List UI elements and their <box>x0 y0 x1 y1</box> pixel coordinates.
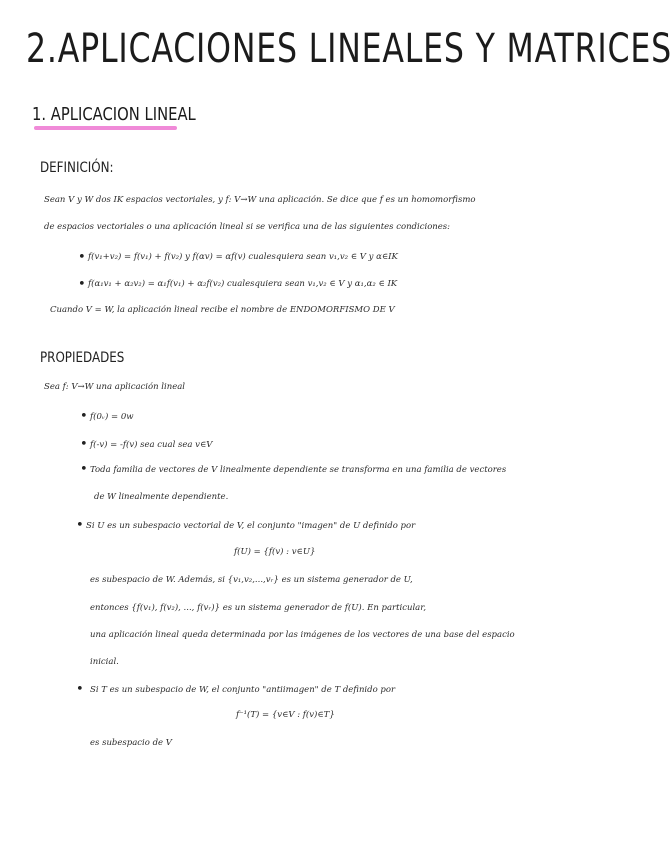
propiedades-intro: Sea f: V→W una aplicación lineal <box>44 382 186 392</box>
bullet-icon: • <box>80 409 88 424</box>
bullet-icon: • <box>76 518 84 533</box>
definicion-heading: DEFINICIÓN: <box>40 160 114 176</box>
property-2: f(-v) = -f(v) sea cual sea v∈V <box>90 440 213 450</box>
definicion-line-3: Cuando V = W, la aplicación lineal recibe el nombre de ENDOMORFISMO DE V <box>50 305 395 315</box>
property-1: f(0ᵥ) = 0w <box>90 412 134 422</box>
property-5-line-1: Si T es un subespacio de W, el conjunto "antiimagen" de T definido por <box>90 685 396 695</box>
definicion-condition-2: f(α₁v₁ + α₂v₂) = α₁f(v₁) + α₂f(v₂) cualesquiera sean v₁,v₂ ∈ V y α₁,α₂ ∈ IK <box>88 279 398 289</box>
section-heading-underline <box>34 126 177 130</box>
definicion-line-2: de espacios vectoriales o una aplicación lineal si se verifica una de las siguientes condiciones: <box>44 222 451 232</box>
definicion-line-1: Sean V y W dos IK espacios vectoriales, y f: V→W una aplicación. Se dice que f es un homomorfismo <box>44 195 476 205</box>
bullet-icon: • <box>80 462 88 477</box>
property-4-line-2: es subespacio de W. Además, si {v₁,v₂,...,vᵣ} es un sistema generador de U, <box>90 575 413 585</box>
definicion-condition-1: f(v₁+v₂) = f(v₁) + f(v₂) y f(αv) = αf(v) cualesquiera sean v₁,v₂ ∈ V y α∈IK <box>88 252 398 262</box>
property-4-formula: f(U) = {f(v) : v∈U} <box>234 547 316 557</box>
section-heading: 1. APLICACION LINEAL <box>32 104 196 125</box>
property-4-line-4: una aplicación lineal queda determinada por las imágenes de los vectores de una base del espacio <box>90 630 515 640</box>
bullet-icon: • <box>78 277 86 292</box>
property-4-line-1: Si U es un subespacio vectorial de V, el conjunto "imagen" de U definido por <box>86 521 416 531</box>
propiedades-heading: PROPIEDADES <box>40 350 125 366</box>
bullet-icon: • <box>80 437 88 452</box>
page-title: 2.APLICACIONES LINEALES Y MATRICES <box>26 26 672 72</box>
property-3-line-2: de W linealmente dependiente. <box>94 492 229 502</box>
property-4-line-5: inicial. <box>90 657 119 667</box>
property-5-line-2: es subespacio de V <box>90 738 172 748</box>
property-4-line-3: entonces {f(v₁), f(v₂), ..., f(vᵣ)} es un sistema generador de f(U). En particular, <box>90 603 427 613</box>
bullet-icon: • <box>76 682 84 697</box>
property-5-formula: f⁻¹(T) = {v∈V : f(v)∈T} <box>236 710 335 720</box>
bullet-icon: • <box>78 250 86 265</box>
property-3-line-1: Toda familia de vectores de V linealmente dependiente se transforma en una familia de vectores <box>90 465 507 475</box>
